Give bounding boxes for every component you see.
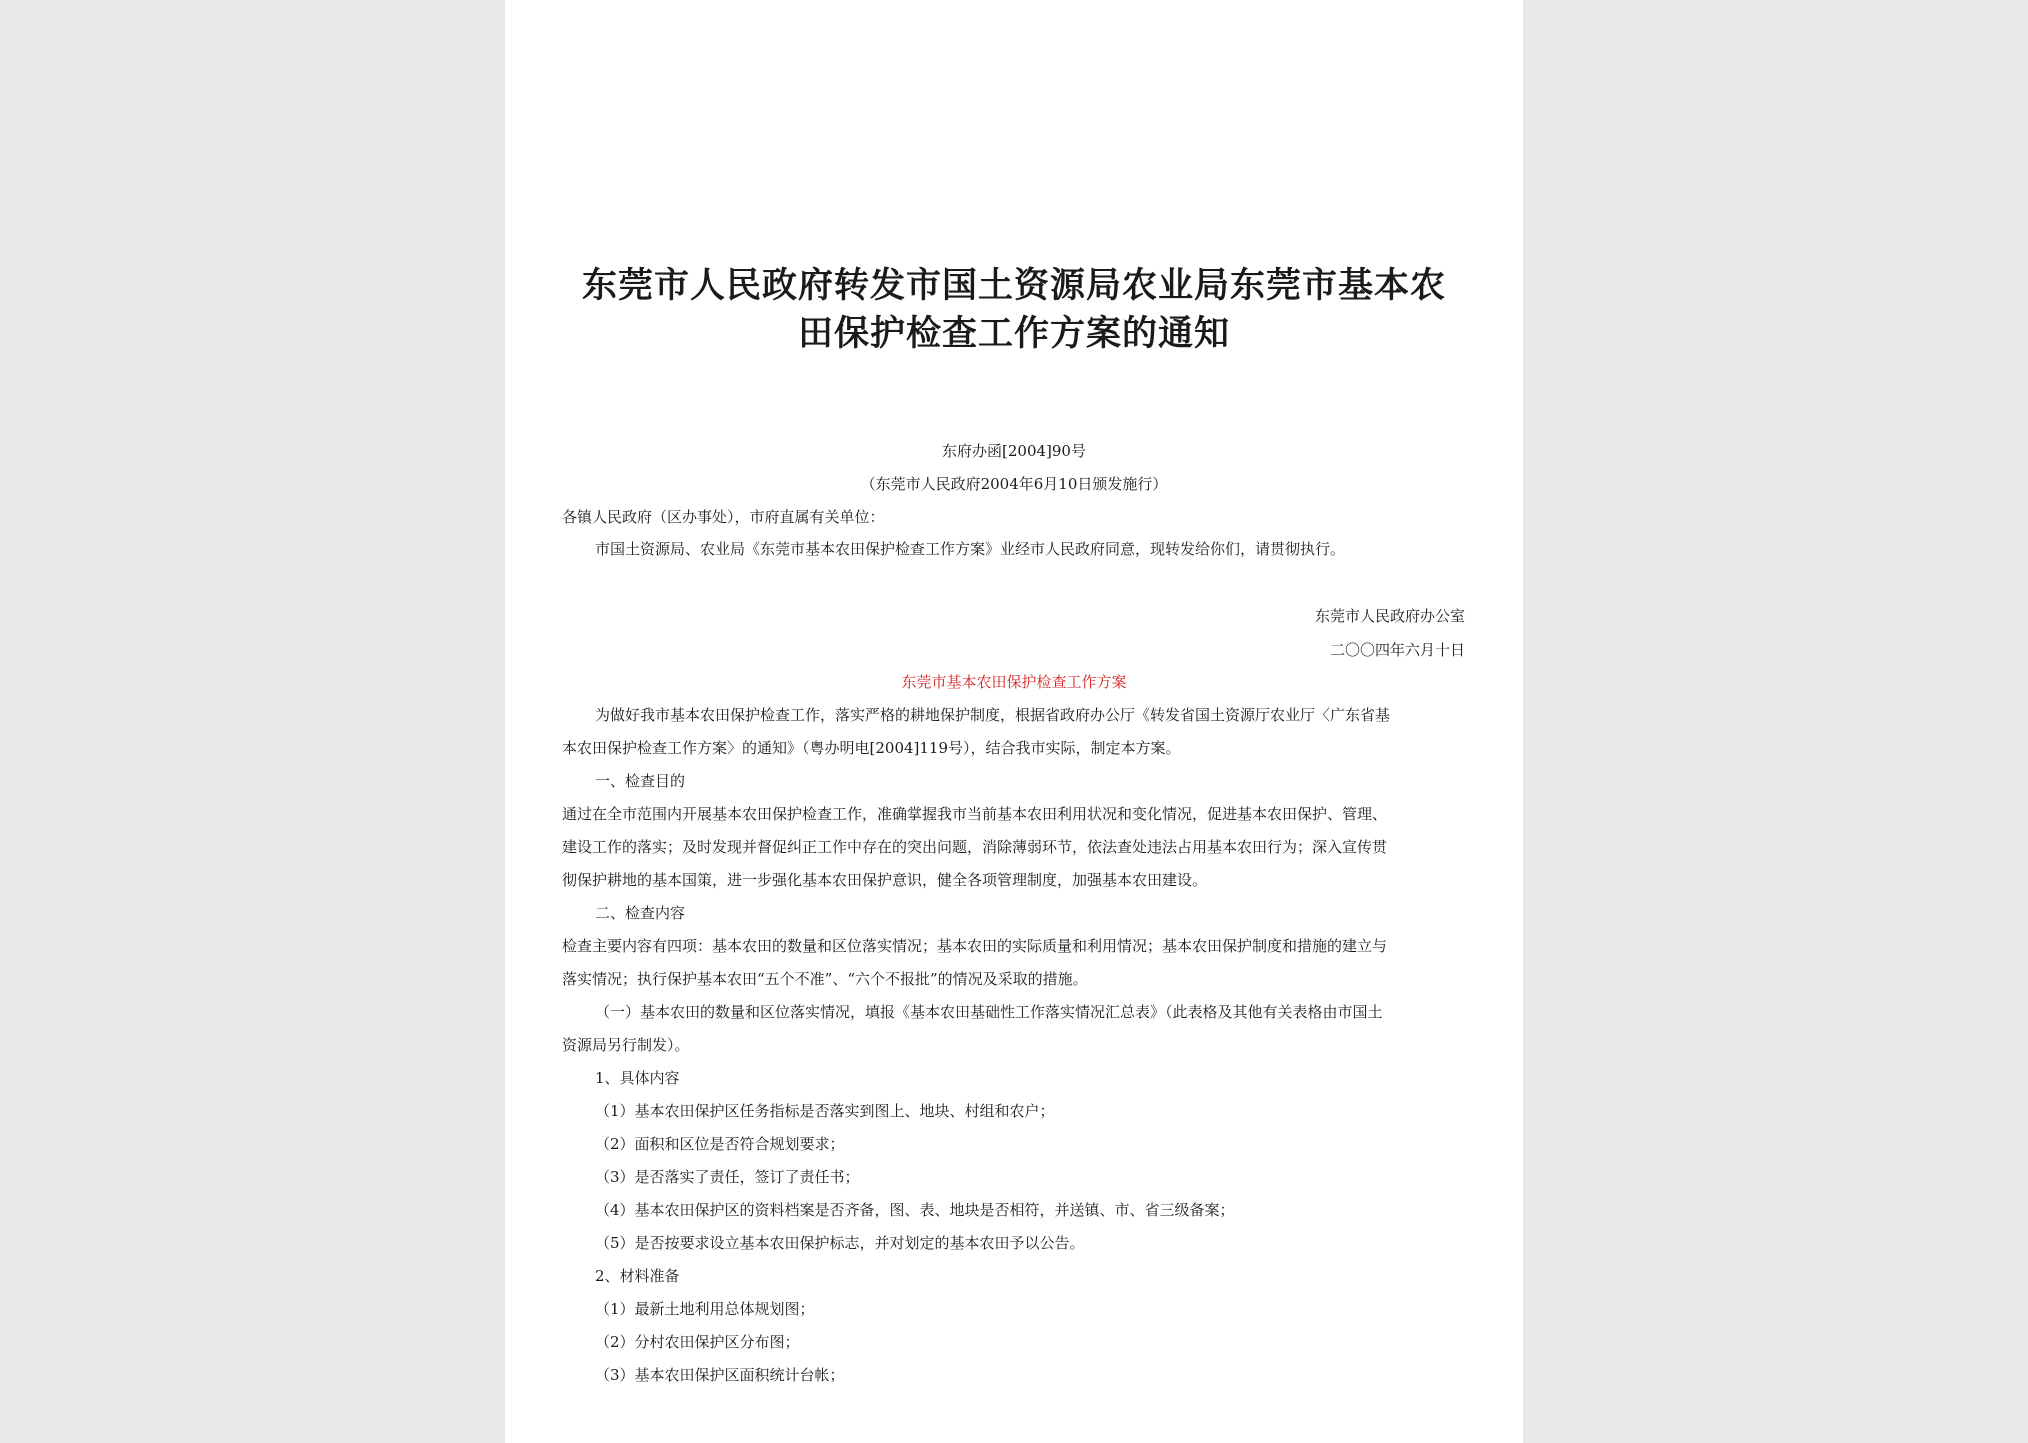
issue-note: （东莞市人民政府2004年6月10日颁发施行） bbox=[860, 475, 1168, 493]
addressee: 各镇人民政府（区办事处），市府直属有关单位： bbox=[562, 508, 885, 526]
content-line-2: 落实情况；执行保护基本农田“五个不准”、“六个不报批”的情况及采取的措施。 bbox=[562, 970, 1088, 988]
document-title-line-1: 东莞市人民政府转发市国土资源局农业局东莞市基本农 bbox=[581, 265, 1446, 306]
signature-organization: 东莞市人民政府办公室 bbox=[1314, 607, 1465, 625]
list-item: （5）是否按要求设立基本农田保护标志，并对划定的基本农田予以公告。 bbox=[595, 1234, 1085, 1252]
list-item: （1）最新土地利用总体规划图； bbox=[595, 1300, 815, 1318]
paragraph-1-line-2: 本农田保护检查工作方案〉的通知》（粤办明电[2004]119号），结合我市实际，制定本方案。 bbox=[562, 739, 1181, 757]
subheading-materials: 2、材料准备 bbox=[595, 1267, 680, 1285]
subheading-specific-content: 1、具体内容 bbox=[595, 1069, 680, 1087]
list-item: （2）分村农田保护区分布图； bbox=[595, 1333, 800, 1351]
list-item: （2）面积和区位是否符合规划要求； bbox=[595, 1135, 845, 1153]
content-line-1: 检查主要内容有四项：基本农田的数量和区位落实情况；基本农田的实际质量和利用情况；基本农田保护制度和措施的建立与 bbox=[562, 937, 1388, 955]
document-number: 东府办函[2004]90号 bbox=[942, 442, 1086, 460]
list-item: （3）基本农田保护区面积统计台帐； bbox=[595, 1366, 845, 1384]
signature-date: 二〇〇四年六月十日 bbox=[1329, 641, 1465, 659]
heading-content: 二、检查内容 bbox=[595, 904, 686, 922]
item-1-line-1: （一）基本农田的数量和区位落实情况，填报《基本农田基础性工作落实情况汇总表》（此表格及其他有关表格由市国土 bbox=[595, 1003, 1383, 1021]
item-1-line-2: 资源局另行制发）。 bbox=[562, 1036, 690, 1054]
purpose-line-1: 通过在全市范围内开展基本农田保护检查工作，准确掌握我市当前基本农田利用状况和变化情况，促进基本农田保护、管理、 bbox=[562, 805, 1388, 823]
document-page bbox=[505, 0, 1523, 1443]
paragraph-1-line-1: 为做好我市基本农田保护检查工作，落实严格的耕地保护制度，根据省政府办公厅《转发省国土资源厅农业厅〈广东省基 bbox=[595, 706, 1391, 724]
intro-paragraph: 市国土资源局、农业局《东莞市基本农田保护检查工作方案》业经市人民政府同意，现转发给你们，请贯彻执行。 bbox=[595, 540, 1346, 558]
heading-purpose: 一、检查目的 bbox=[595, 772, 686, 790]
document-title-line-2: 田保护检查工作方案的通知 bbox=[797, 313, 1230, 354]
list-item: （3）是否落实了责任，签订了责任书； bbox=[595, 1168, 860, 1186]
section-title: 东莞市基本农田保护检查工作方案 bbox=[901, 673, 1127, 691]
list-item: （4）基本农田保护区的资料档案是否齐备，图、表、地块是否相符，并送镇、市、省三级备案； bbox=[595, 1201, 1235, 1219]
purpose-line-3: 彻保护耕地的基本国策，进一步强化基本农田保护意识，健全各项管理制度，加强基本农田建设。 bbox=[562, 871, 1208, 889]
purpose-line-2: 建设工作的落实；及时发现并督促纠正工作中存在的突出问题，消除薄弱环节，依法查处违法占用基本农田行为；深入宣传贯 bbox=[562, 838, 1388, 856]
list-item: （1）基本农田保护区任务指标是否落实到图上、地块、村组和农户； bbox=[595, 1102, 1055, 1120]
